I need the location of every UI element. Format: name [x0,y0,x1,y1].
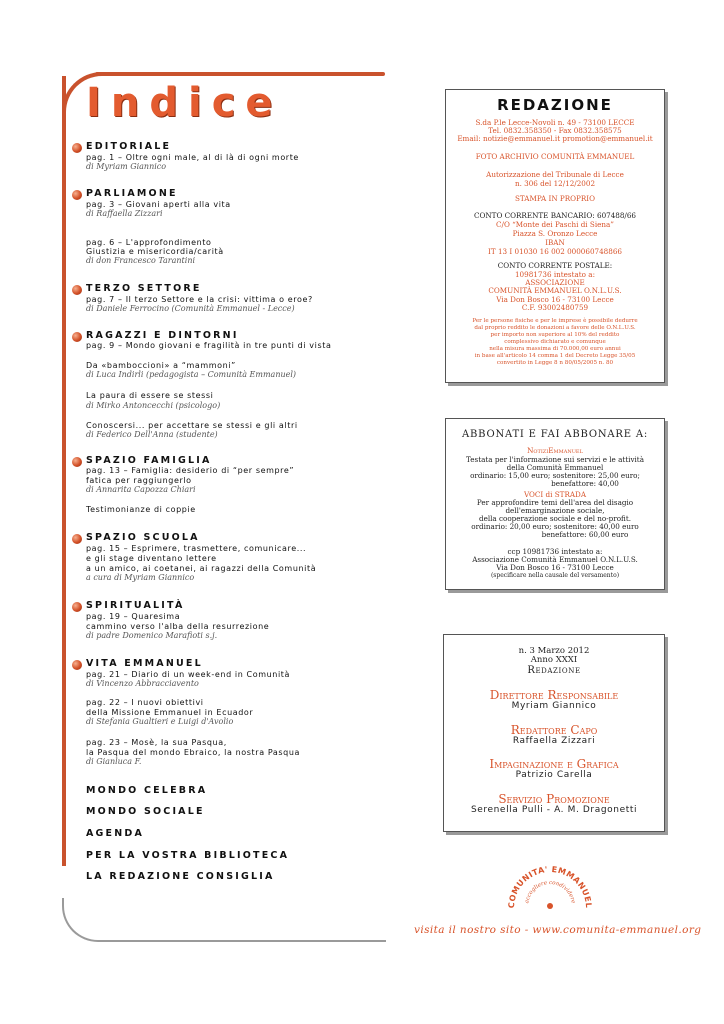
subscription-prices: benefattore: 40,00 [551,479,619,488]
redazione-label: Redazione [527,665,581,676]
abbonati-title: ABBONATI E FAI ABBONARE A: [461,429,649,440]
section-title: SPIRITUALITÀ [86,600,185,611]
article-link[interactable]: pag. 19 – Quaresima [86,612,181,621]
section-title: EDITORIALE [86,141,172,152]
article-link[interactable]: pag. 15 – Esprimere, trasmettere, comunicare... [86,544,307,553]
association-address: Via Don Bosco 16 - 73100 Lecce [496,295,614,304]
publication-desc: Testata per l'informazione sui servizi e le attività [466,455,644,464]
publication-name: VOCI di STRADA [523,490,587,499]
tax-note: nella misura massima di 70.000,00 euro annui [489,346,621,352]
photo-credit: FOTO ARCHIVIO COMUNITÀ EMMANUEL [475,152,635,161]
publication-desc: della cooperazione sociale e del no-profit. [478,514,631,523]
iban-value: IT 13 I 01030 16 002 000060748866 [488,247,622,256]
role-name: Patrizio Carella [515,770,593,780]
section-title: SPAZIO FAMIGLIA [86,455,212,466]
abbonati-box [445,418,665,590]
bank-address: Piazza S. Oronzo Lecce [512,229,598,238]
svg-text:accogliere condividere [524,880,576,905]
article-link[interactable]: pag. 21 – Diario di un week-end in Comunità [86,670,291,679]
article-author: di Vincenzo Abbracciavento [86,679,199,688]
svg-text:COMUNITA' EMMANUEL [507,865,593,909]
article-author: a cura di Myriam Giannico [86,573,195,582]
article-subtitle: cammino verso l'alba della resurrezione [86,622,270,631]
article-author: di don Francesco Tarantini [86,256,196,265]
article-subtitle: della Missione Emmanuel in Ecuador [86,708,254,717]
publication-desc: della Comunità Emmanuel [506,463,604,472]
role-label: Impaginazione e Grafica [489,757,619,771]
article-link[interactable]: Da «bamboccioni» a “mammoni” [86,361,236,370]
frame-top-rule [95,72,385,76]
issue-number: n. 3 Marzo 2012 [518,646,590,656]
subscription-prices: ordinario: 15,00 euro; sostenitore: 25,00 euro; [470,471,640,480]
bullet-icon [72,660,82,670]
subscription-prices: benefattore: 60,00 euro [541,530,629,539]
bank-name: C/O “Monte dei Paschi di Siena” [496,220,614,229]
role-name: Raffaella Zizzari [512,736,596,746]
section-title: PARLIAMONE [86,188,178,199]
role-label: Direttore Responsabile [489,688,619,702]
section-title: VITA EMMANUEL [86,658,203,669]
phone-line: Tel. 0832.358350 - Fax 0832.358575 [488,126,622,135]
tax-note: complessivo dichiarato e comunque [504,339,606,345]
ccp-line: Associazione Comunità Emmanuel O.N.L.U.S. [472,555,638,564]
article-author: di Daniele Ferrocino (Comunità Emmanuel - Lecce) [86,304,295,313]
index-title: Indice [86,80,283,126]
association-name: COMUNITÀ EMMANUEL O.N.L.U.S. [488,286,622,295]
tax-note: Per le persone fisiche e per le imprese è possibile dedurre [472,318,638,324]
redazione-box [445,89,665,383]
role-name: Serenella Pulli - A. M. Dragonetti [470,805,638,815]
article-author: di Federico Dell'Anna (studente) [86,430,218,439]
article-link[interactable]: pag. 9 – Mondo giovani e fragilità in tre punti di vista [86,341,332,350]
logo-text: COMUNITA' EMMANUEL [506,864,594,909]
role-label: Redattore Capo [510,723,598,737]
bullet-icon [72,143,82,153]
article-link[interactable]: pag. 7 – Il terzo Settore e la crisi: vittima o eroe? [86,295,313,304]
bank-account: CONTO CORRENTE BANCARIO: 607488/66 [473,211,637,220]
ccp-line: ccp 10981736 intestato a: [507,547,603,556]
article-subtitle: fatica per raggiungerlo [86,476,192,485]
section-title: TERZO SETTORE [86,283,202,294]
section-title: RAGAZZI E DINTORNI [86,330,239,341]
frame-bottom-rule [62,898,386,942]
article-author: di Stefania Gualtieri e Luigi d'Avolio [86,717,234,726]
section-title: SPAZIO SCUOLA [86,532,200,543]
iban-label: IBAN [545,238,565,247]
rubric-link[interactable]: PER LA VOSTRA BIBLIOTECA [86,850,290,861]
issue-year: Anno XXXI [530,655,578,665]
ccp-note: (specificare nella causale del versamento) [490,572,620,579]
article-subtitle: a un amico, ai coetanei, ai ragazzi della Comunità [86,564,317,573]
tax-note: per importo non superiore al 10% del reddito [490,332,620,338]
comunita-emmanuel-logo [504,862,596,920]
tax-note: dal proprio reddito le donazioni a favore delle O.N.L.U.S. [474,325,636,331]
association-line: ASSOCIAZIONE [525,278,585,287]
rubric-link[interactable]: MONDO CELEBRA [86,785,208,796]
postal-account-value: 10981736 intestato a: [514,270,595,279]
article-author: di Gianluca F. [86,757,142,766]
bullet-icon [72,285,82,295]
email-line[interactable]: Email: notizie@emmanuel.it promotion@emmanuel.it [457,134,653,143]
article-link[interactable]: pag. 3 – Giovani aperti alla vita [86,200,231,209]
article-link[interactable]: Conoscersi... per accettare se stessi e gli altri [86,421,298,430]
article-link[interactable]: pag. 13 – Famiglia: desiderio di “per sempre” [86,466,295,475]
tax-note: in base all'articolo 14 comma 1 del Decreto Legge 35/05 [474,353,636,359]
bullet-icon [72,332,82,342]
rubric-link[interactable]: AGENDA [86,828,145,839]
frame-left-rule [62,76,66,866]
role-name: Myriam Giannico [511,701,597,711]
authorization-number: n. 306 del 12/12/2002 [514,179,596,188]
article-author: di Luca Indirli (pedagogista – Comunità Emmanuel) [86,370,297,379]
postal-account-label: CONTO CORRENTE POSTALE: [497,261,613,270]
publication-desc: dell'emarginazione sociale, [505,506,605,515]
article-link[interactable]: pag. 23 – Mosè, la sua Pasqua, [86,738,227,747]
article-subtitle: la Pasqua del mondo Ebraico, la nostra Pasqua [86,748,301,757]
address-line: S.da P.le Lecce-Novoli n. 49 - 73100 LECCE [475,118,635,127]
rubric-link[interactable]: MONDO SOCIALE [86,806,205,817]
article-subtitle: Giustizia e misericordia/carità [86,247,224,256]
article-author: di padre Domenico Marafioti s.j. [86,631,218,640]
role-label: Servizio Promozione [498,792,610,806]
rubric-link[interactable]: LA REDAZIONE CONSIGLIA [86,871,275,882]
article-author: di Annarita Capozza Chiari [86,485,196,494]
bullet-icon [72,457,82,467]
article-link[interactable]: pag. 6 – L'approfondimento [86,238,212,247]
print-line: STAMPA IN PROPRIO [514,194,596,203]
bullet-icon [72,534,82,544]
bullet-icon [72,190,82,200]
article-link[interactable]: pag. 22 – I nuovi obiettivi [86,698,204,707]
subscription-prices: ordinario: 20,00 euro; sostenitore: 40,00 euro [471,522,639,531]
bullet-icon [72,602,82,612]
article-link[interactable]: pag. 1 – Oltre ogni male, al di là di ogni morte [86,153,299,162]
authorization-line: Autorizzazione del Tribunale di Lecce [486,170,624,179]
masthead-box [443,634,665,832]
footer-website[interactable]: visita il nostro sito - www.comunita-emmanuel.org [414,924,702,936]
tax-code: C.F. 93002480759 [521,303,589,312]
publication-desc: Per approfondire temi dell'area del disagio [476,498,634,507]
article-author: di Myriam Giannico [86,162,167,171]
article-author: di Mirko Antoncecchi (psicologo) [86,401,221,410]
ccp-line: Via Don Bosco 16 - 73100 Lecce [496,563,614,572]
article-link[interactable]: La paura di essere se stessi [86,391,214,400]
logo-dot [547,903,553,909]
logo-tagline: accogliere condividere [524,879,576,904]
tax-note: convertito in Legge 8 n 80/05/2005 n. 80 [496,360,614,366]
redazione-title: REDAZIONE [497,96,613,114]
article-link[interactable]: Testimonianze di coppie [86,505,196,514]
publication-name: NotiziEmmanuel [527,446,583,455]
article-author: di Raffaella Zizzari [86,209,163,218]
article-subtitle: e gli stage diventano lettere [86,554,217,563]
